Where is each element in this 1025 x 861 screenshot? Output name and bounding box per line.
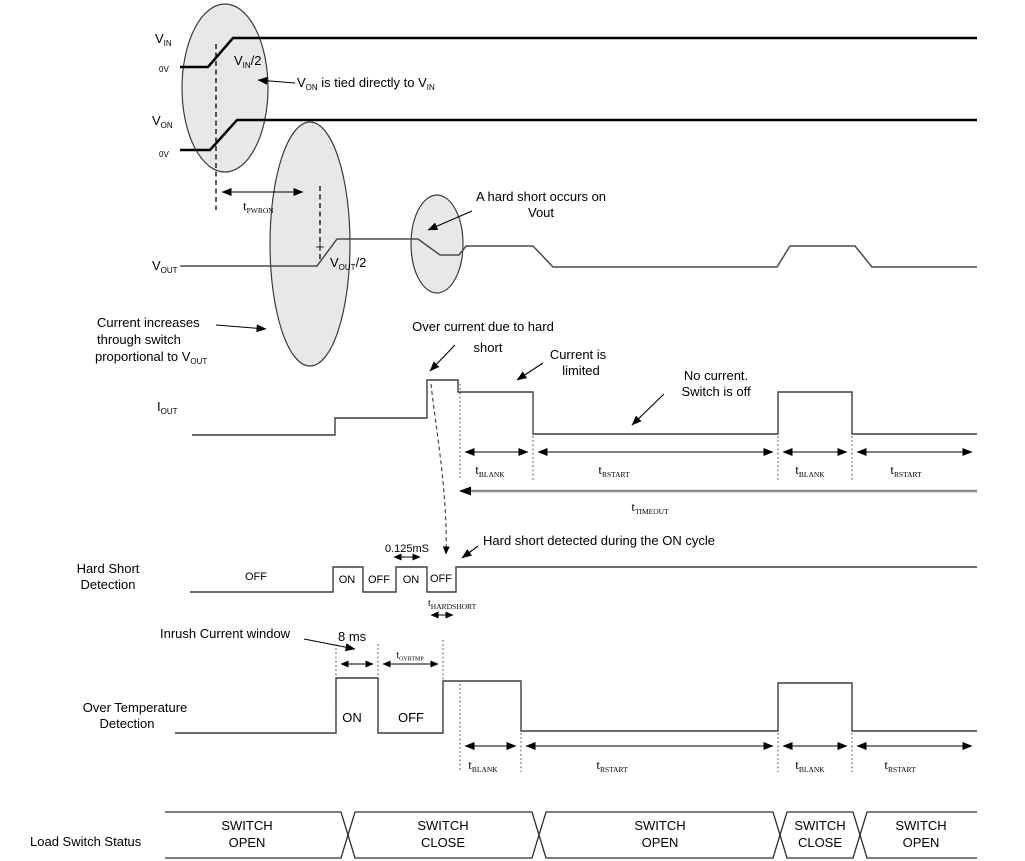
- lss-seg2-line2: CLOSE: [420, 835, 466, 850]
- lss-seg1-line2: OPEN: [228, 835, 266, 850]
- iout-label: $I_{OUT}$: [157, 399, 178, 416]
- hs-detected-annotation: Hard short detected during the ON cycle: [483, 533, 715, 548]
- over-current-line1: Over current due to hard: [412, 319, 554, 334]
- t-blank-label-2: $t_{BLANK}$: [795, 462, 825, 479]
- lss-seg5-line2: OPEN: [902, 835, 940, 850]
- current-limited-line2: limited: [562, 363, 600, 378]
- lss-seg3-line1: SWITCH: [634, 818, 686, 833]
- t-rstart-label-1: $t_{RSTART}$: [598, 462, 630, 479]
- otd-label-line1: Over Temperature: [82, 700, 188, 715]
- lss-seg1-line1: SWITCH: [221, 818, 273, 833]
- over-temp-detection-waveform: [175, 678, 977, 733]
- inrush-window-annotation: Inrush Current window: [160, 626, 291, 641]
- hsd-state-off3: OFF: [430, 573, 452, 585]
- inrush-8ms-label: 8 ms: [338, 629, 367, 644]
- overcurrent-to-detection-dashed-arrow: [431, 384, 446, 554]
- no-current-line1: No current.: [683, 368, 749, 383]
- current-increases-arrow: [216, 325, 266, 329]
- current-increases-line1: Current increases: [97, 315, 200, 330]
- hs-detected-arrow: [462, 546, 478, 558]
- vin-zero-label: 0V: [159, 65, 169, 74]
- hsd-state-on1: ON: [338, 574, 356, 586]
- t-rstart-label-2: $t_{RSTART}$: [890, 462, 922, 479]
- vout-label: $V_{OUT}$: [152, 258, 178, 275]
- hard-short-occurs-line1: A hard short occurs on: [475, 189, 607, 204]
- lss-seg2-line1: SWITCH: [417, 818, 469, 833]
- highlight-ellipse-vout-ramp: [270, 122, 350, 366]
- lss-seg5-line1: SWITCH: [895, 818, 947, 833]
- current-increases-line3: proportional to $V_{OUT}$: [95, 349, 208, 366]
- t-blank-label-3: $t_{BLANK}$: [468, 757, 498, 774]
- t-timeout-label: $t_{TIMEOUT}$: [631, 499, 669, 516]
- no-current-arrow: [632, 394, 664, 425]
- t-rstart-label-3: $t_{RSTART}$: [596, 757, 628, 774]
- von-tied-annotation: $V_{ON}$ is tied directly to $V_{IN}$: [297, 75, 435, 92]
- t-pwron-label: $t_{PWRON}$: [243, 198, 274, 215]
- iout-waveform: [192, 380, 977, 435]
- hsd-state-off2: OFF: [368, 574, 390, 586]
- hsd-label-line2: Detection: [80, 577, 136, 592]
- vout-half-label: $V_{OUT}/2$: [330, 255, 367, 272]
- hsd-label-line1: Hard Short: [76, 561, 140, 576]
- t-blank-label-4: $t_{BLANK}$: [795, 757, 825, 774]
- von-zero-label: 0V: [159, 150, 169, 159]
- over-current-arrow: [430, 345, 455, 371]
- no-current-line2: Switch is off: [681, 384, 751, 399]
- t-ovrtmp-label: $t_{OVRTMP}$: [396, 650, 424, 663]
- vin-label: $V_{IN}$: [155, 31, 172, 48]
- vin-half-label: $V_{IN}/2$: [234, 53, 262, 70]
- current-limited-line1: Current is: [549, 347, 607, 362]
- current-limited-arrow: [517, 363, 543, 380]
- otd-state-off: OFF: [398, 710, 424, 725]
- hsd-pulse-width-label: 0.125mS: [384, 543, 430, 555]
- otd-label-line2: Detection: [99, 716, 155, 731]
- t-rstart-label-4: $t_{RSTART}$: [884, 757, 916, 774]
- hsd-state-on2: ON: [402, 574, 420, 586]
- highlight-ellipse-vin-von-ramp: [182, 4, 268, 172]
- von-label: $V_{ON}$: [152, 113, 173, 130]
- t-timeout-arrowhead: [459, 487, 471, 496]
- vin-waveform: [180, 38, 977, 67]
- lss-seg4-line2: CLOSE: [797, 835, 843, 850]
- over-current-line2: short: [473, 340, 503, 355]
- lss-seg4-line1: SWITCH: [794, 818, 846, 833]
- lss-label: Load Switch Status: [30, 834, 142, 849]
- hard-short-detection-waveform: [190, 567, 977, 592]
- hard-short-occurs-line2: Vout: [527, 205, 555, 220]
- otd-state-on: ON: [342, 710, 362, 725]
- hsd-state-off1: OFF: [245, 571, 267, 583]
- t-blank-label-1: $t_{BLANK}$: [475, 462, 505, 479]
- t-hardshort-label: $t_{HARDSHORT}$: [428, 598, 477, 611]
- highlight-ellipse-hard-short: [411, 195, 463, 293]
- lss-seg3-line2: OPEN: [641, 835, 679, 850]
- current-increases-line2: through switch: [97, 332, 181, 347]
